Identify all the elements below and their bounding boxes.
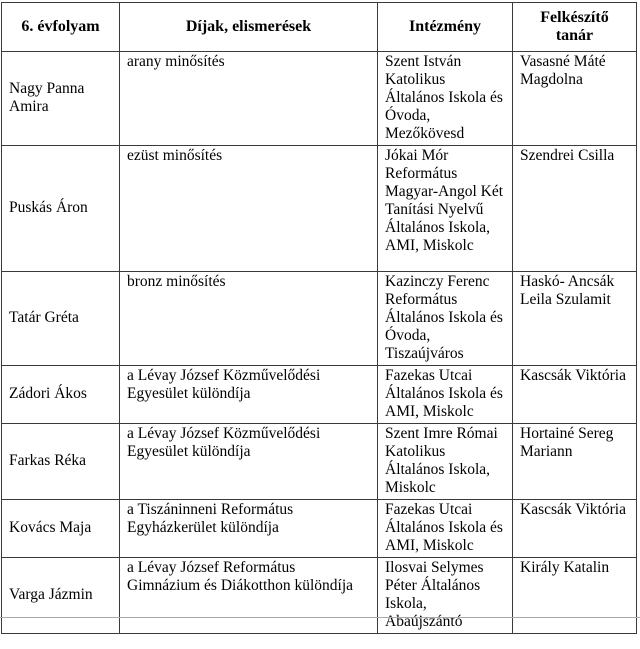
teacher-cell: Kascsák Viktória: [513, 366, 637, 424]
institution-cell: Fazekas Utcai Általános Iskola és AMI, Miskolc: [378, 366, 513, 424]
awards-table: [1, 2, 637, 634]
award-cell: a Lévay József Közművelődési Egyesület különdíja: [120, 366, 378, 424]
table-row: [2, 146, 637, 272]
student-name-cell: Nagy Panna Amira: [2, 52, 120, 146]
header-awards: Díjak, elismerések: [120, 3, 378, 52]
student-name-cell: Tatár Gréta: [2, 272, 120, 366]
student-name-cell: Kovács Maja: [2, 500, 120, 558]
teacher-cell: Király Katalin: [513, 558, 637, 634]
student-name-cell: Varga Jázmin: [2, 558, 120, 634]
table-body: [2, 52, 637, 634]
teacher-cell: Kascsák Viktória: [513, 500, 637, 558]
award-cell: arany minősítés: [120, 52, 378, 146]
table-row: [2, 272, 637, 366]
table-row: [2, 52, 637, 146]
institution-cell: Jókai Mór Református Magyar-Angol Két Tanítási Nyelvű Általános Iskola, AMI, Miskolc: [378, 146, 513, 272]
award-cell: bronz minősítés: [120, 272, 378, 366]
teacher-cell: Vasasné Máté Magdolna: [513, 52, 637, 146]
institution-cell: Ilosvai Selymes Péter Általános Iskola, Abaújszántó: [378, 558, 513, 634]
institution-cell: Kazinczy Ferenc Református Általános Iskola és Óvoda, Tiszaújváros: [378, 272, 513, 366]
student-name-cell: Puskás Áron: [2, 146, 120, 272]
table-row: [2, 424, 637, 500]
teacher-cell: Szendrei Csilla: [513, 146, 637, 272]
header-institution: Intézmény: [378, 3, 513, 52]
header-row: [2, 3, 637, 52]
page-bottom-divider: [0, 617, 640, 618]
institution-cell: Fazekas Utcai Általános Iskola és AMI, Miskolc: [378, 500, 513, 558]
header-teacher: Felkészítő tanár: [513, 3, 637, 52]
student-name-cell: Farkas Réka: [2, 424, 120, 500]
table-row: [2, 366, 637, 424]
institution-cell: Szent István Katolikus Általános Iskola és Óvoda, Mezőkövesd: [378, 52, 513, 146]
institution-cell: Szent Imre Római Katolikus Általános Iskola, Miskolc: [378, 424, 513, 500]
table-row: [2, 500, 637, 558]
teacher-cell: Haskó- Ancsák Leila Szulamit: [513, 272, 637, 366]
header-grade: 6. évfolyam: [2, 3, 120, 52]
table-row: [2, 558, 637, 634]
teacher-cell: Hortainé Sereg Mariann: [513, 424, 637, 500]
student-name-cell: Zádori Ákos: [2, 366, 120, 424]
award-cell: a Tiszáninneni Református Egyházkerület különdíja: [120, 500, 378, 558]
award-cell: a Lévay József Református Gimnázium és Diákotthon különdíja: [120, 558, 378, 634]
award-cell: a Lévay József Közművelődési Egyesület különdíja: [120, 424, 378, 500]
award-cell: ezüst minősítés: [120, 146, 378, 272]
